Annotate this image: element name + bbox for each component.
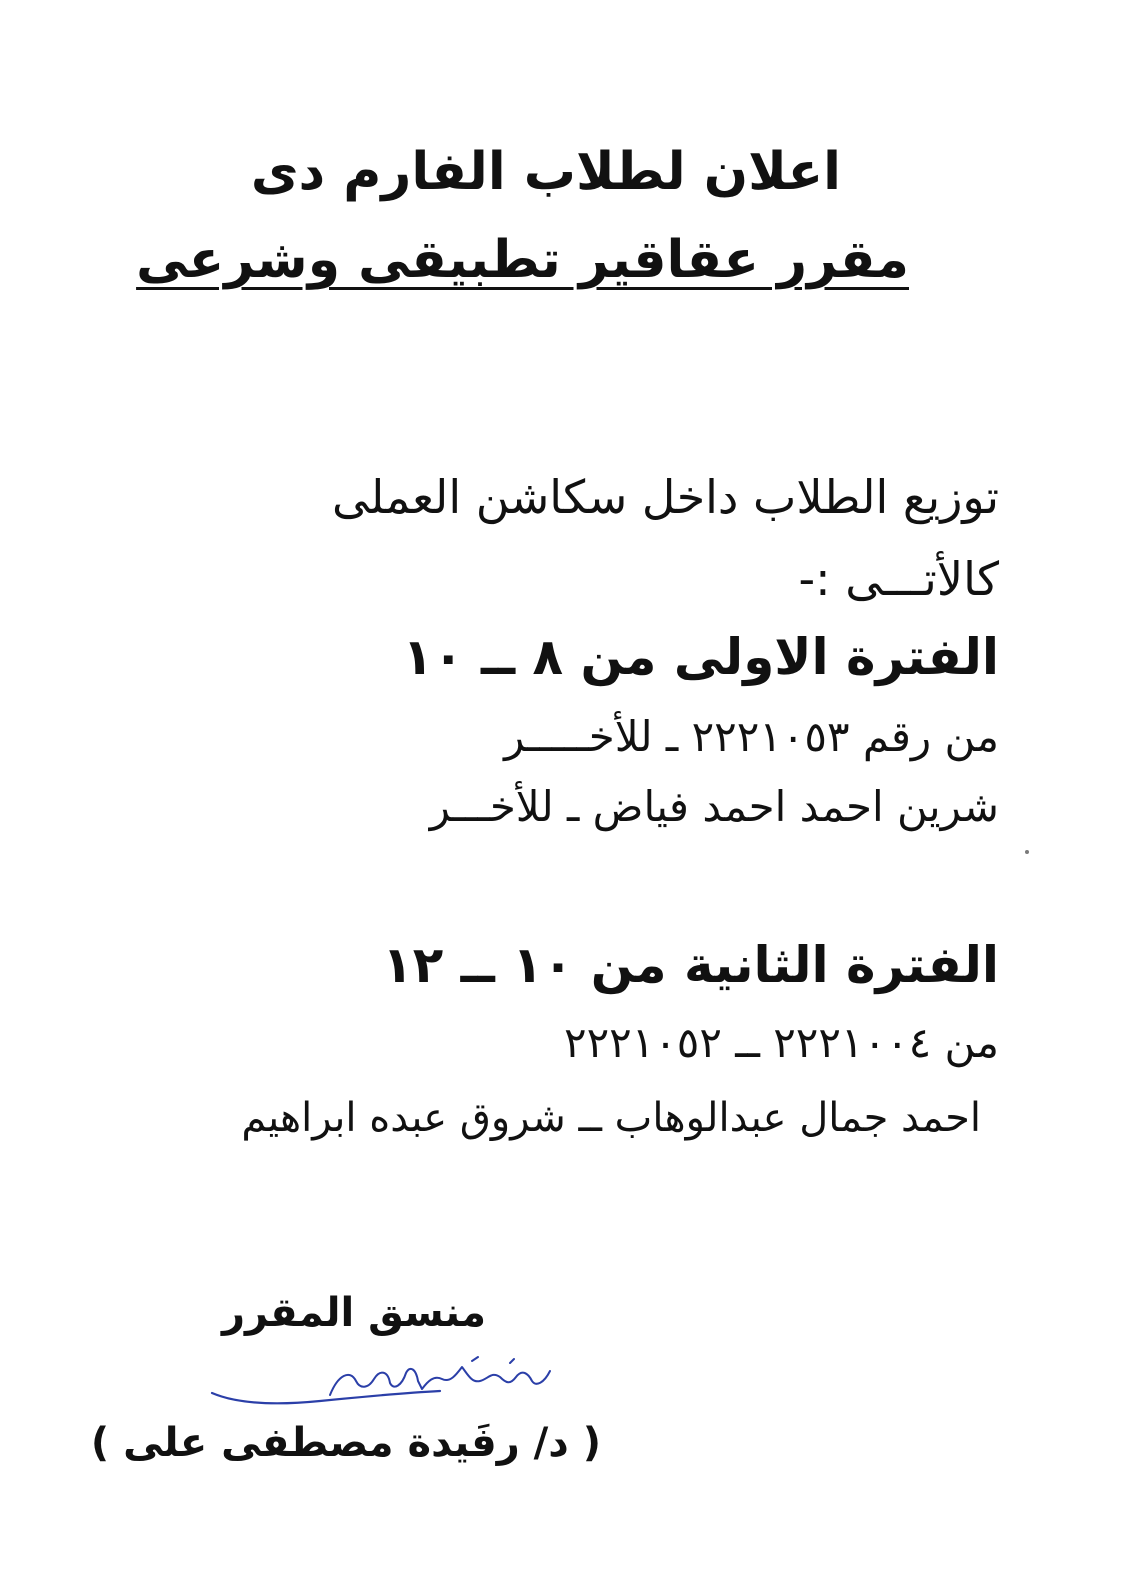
second-period-range-number: من ٢٢٢١٠٠٤ ــ ٢٢٢١٠٥٢ [564,1018,999,1067]
handwritten-signature [210,1355,570,1415]
course-title: مقرر عقاقير تطبيقى وشرعى [136,230,909,290]
second-period-range-name: احمد جمال عبدالوهاب ــ شروق عبده ابراهيم [241,1095,981,1141]
second-period-heading: الفترة الثانية من ١٠ ــ ١٢ [382,936,999,994]
announcement-title: اعلان لطلاب الفارم دى [250,142,841,202]
coordinator-name: ( د/ رفَيدة مصطفى على ) [90,1420,601,1466]
first-period-range-number: من رقم ٢٢٢١٠٥٣ ـ للأخـــــر [504,712,999,761]
first-period-heading: الفترة الاولى من ٨ ــ ١٠ [402,628,999,686]
distribution-intro-cont: كالأتـــى :- [798,552,999,606]
first-period-range-name: شرين احمد احمد فياض ـ للأخـــر [429,782,999,831]
scan-speck [1025,850,1029,854]
distribution-intro: توزيع الطلاب داخل سكاشن العملى [331,470,999,524]
coordinator-label: منسق المقرر [221,1290,486,1336]
